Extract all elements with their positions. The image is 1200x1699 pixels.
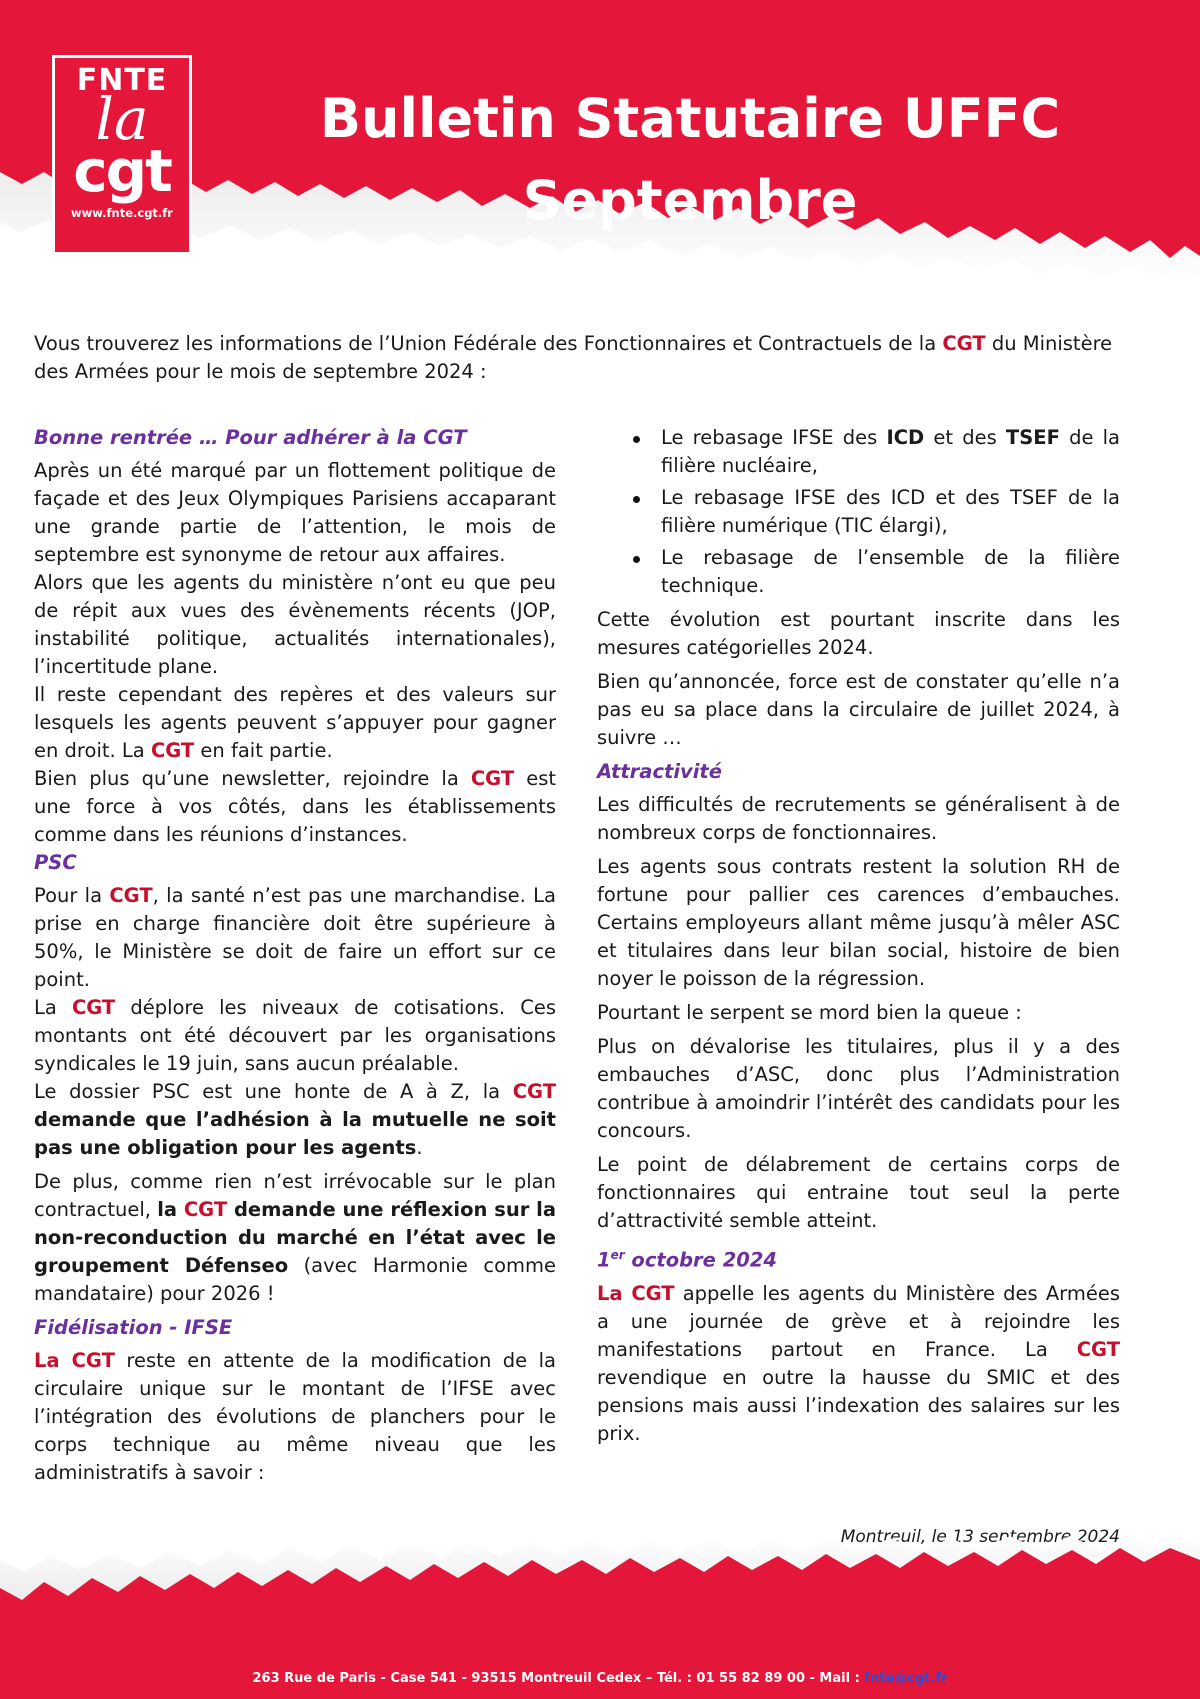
logo-url: www.fnte.cgt.fr [71,206,173,220]
paragraph [34,1078,556,1162]
text: est une force à vos côtés, dans les établissements comme dans les réunions d’instances. [34,767,556,846]
signature-date: Montreuil, le 13 septembre 2024 [840,1527,1120,1547]
superscript: er [610,1248,625,1262]
bold-text: TSEF [1005,426,1060,449]
section-title-octobre [597,1241,1120,1275]
cgt-highlight: CGT [150,739,195,762]
paragraph: Plus on dévalorise les titulaires, plus il y a des embauches d’ASC, donc plus l’Administration contribue à amoindrir l’intérêt des candidats pour les concours. [597,1035,1120,1142]
text: reste en attente de la modification de la circulaire unique sur le montant de l’IFSE avec l’intégration des évolutions de planchers pour le corps technique au même niveau que les administratifs à savoir : [34,1349,556,1484]
mail-link[interactable]: fnte@cgt.fr [864,1671,948,1686]
text: de la filière nucléaire, [661,426,1120,477]
paragraph: Cette évolution est pourtant inscrite dans les mesures catégorielles 2024. [597,608,1120,659]
cgt-highlight: La CGT [597,1281,675,1305]
intro-text-2: du Ministère des Armées pour le mois de septembre 2024 : [34,332,1113,383]
paragraph [34,1168,556,1308]
text: Le rebasage IFSE des [661,426,887,449]
cgt-highlight: CGT [470,767,515,790]
address-text: 263 Rue de Paris - Case 541 - 93515 Montreuil Cedex – Tél. : 01 55 82 89 00 - Mail : [252,1671,865,1686]
text: Le dossier PSC est une honte de A à Z, la [34,1080,513,1103]
bullet-icon [633,556,640,563]
intro-cgt: CGT [942,332,986,355]
text: De plus, comme rien n’est irrévocable sur le plan contractuel, [34,1170,556,1221]
logo-cgt-text: cgt [73,137,171,205]
header-banner [0,0,1200,300]
section-title-psc: PSC [34,851,77,874]
section-title-attractivite: Attractivité [597,760,722,783]
paragraph: Les difficultés de recrutements se généralisent à de nombreux corps de fonctionnaires. [597,793,1120,844]
right-column [597,424,1120,1454]
text: Bien plus qu’une newsletter, rejoindre la [34,767,471,790]
paragraph [34,765,556,849]
text: Il reste cependant des repères et des valeurs sur lesquels les agents peuvent s’appuyer pour gagner en droit. La [34,683,556,762]
text: appelle les agents du Ministère des Armées a une journée de grève et à rejoindre les manifestations partout en France. La [597,1281,1120,1361]
paragraph [34,681,556,765]
paragraph: Bien qu’annoncée, force est de constater qu’elle n’a pas eu sa place dans la circulaire de juillet 2024, à suivre … [597,670,1120,749]
ifse-list [597,424,1120,600]
paragraph [34,994,556,1078]
intro-paragraph [34,330,1124,386]
paragraph: Alors que les agents du ministère n’ont eu que peu de répit aux vues des évènements récents (JOP, instabilité politique, actualités internationales), l’incertitude plane. [34,571,556,678]
text: et des [924,426,1006,449]
cgt-highlight: La CGT [34,1349,115,1372]
text: , la santé n’est pas une marchandise. La prise en charge financière doit être supérieure à 50%, le Ministère se doit de faire un effort sur ce point. [34,884,556,991]
text: revendique en outre la hausse du SMIC et des pensions mais aussi l’indexation des salaires sur les prix. [597,1365,1120,1445]
paragraph [34,1347,556,1487]
paragraph [34,882,556,994]
cgt-highlight: CGT [1076,1337,1120,1361]
text: déplore les niveaux de cotisations. Ces montants ont été découvert par les organisations syndicales le 19 juin, sans aucun préalable. [34,996,557,1075]
text: . [416,1136,423,1159]
cgt-highlight: CGT [183,1198,228,1221]
page-title-line2: Septembre [522,169,858,232]
bullet-icon [633,436,640,443]
text: La [34,996,72,1019]
text: Le rebasage IFSE des ICD et des TSEF de la filière numérique (TIC élargi), [661,486,1120,537]
cgt-highlight: CGT [109,884,153,907]
list-item [597,544,1120,600]
logo-fnte-text: FNTE [76,63,168,98]
bold-text: ICD [886,426,925,449]
text: Le rebasage de l’ensemble de la filière technique. [661,546,1120,597]
text: (avec Harmonie comme mandataire) pour 2026 ! [34,1254,556,1305]
text: en fait partie. [194,739,333,762]
intro-text-1: Vous trouverez les informations de l’Union Fédérale des Fonctionnaires et Contractuels de la [34,332,943,355]
left-column [34,420,556,1493]
bold-text: la [157,1198,184,1221]
section-title-fidelisation: Fidélisation - IFSE [34,1316,233,1339]
list-item [597,424,1120,480]
bold-text: demande une réflexion sur la non-reconduction du marché en l’état avec le groupement Défenseo [34,1198,556,1277]
text: Pour la [34,884,110,907]
page-title-line1: Bulletin Statutaire UFFC [319,87,1061,150]
logo-la-text: la [95,85,149,153]
paragraph: Après un été marqué par un flottement politique de façade et des Jeux Olympiques Parisiens accaparant une grande partie de l’attention, le mois de septembre est synonyme de retour aux affaires. [34,459,556,566]
bold-text: demande que l’adhésion à la mutuelle ne soit pas une obligation pour les agents [34,1108,556,1159]
section-title-rentree: Bonne rentrée … Pour adhérer à la CGT [34,426,467,449]
cgt-highlight: CGT [512,1080,556,1103]
paragraph: Les agents sous contrats restent la solution RH de fortune pour pallier ces carences d’embauches. Certains employeurs allant même jusqu’à mêler ASC et titulaires dans leur bilan social, histoire de bien noyer le poisson de la régression. [597,855,1120,990]
text: octobre 2024 [624,1248,777,1272]
paragraph: Pourtant le serpent se mord bien la queue : [597,1001,1022,1024]
cgt-highlight: CGT [71,996,116,1019]
paragraph [597,1280,1120,1448]
text: 1 [597,1248,611,1272]
bullet-icon [633,496,640,503]
list-item [597,484,1120,540]
paragraph: Le point de délabrement de certains corps de fonctionnaires qui entraine tout seul la perte d’attractivité semble atteint. [597,1153,1120,1232]
fnte-cgt-logo[interactable] [52,55,192,255]
footer-address [0,1671,1200,1686]
